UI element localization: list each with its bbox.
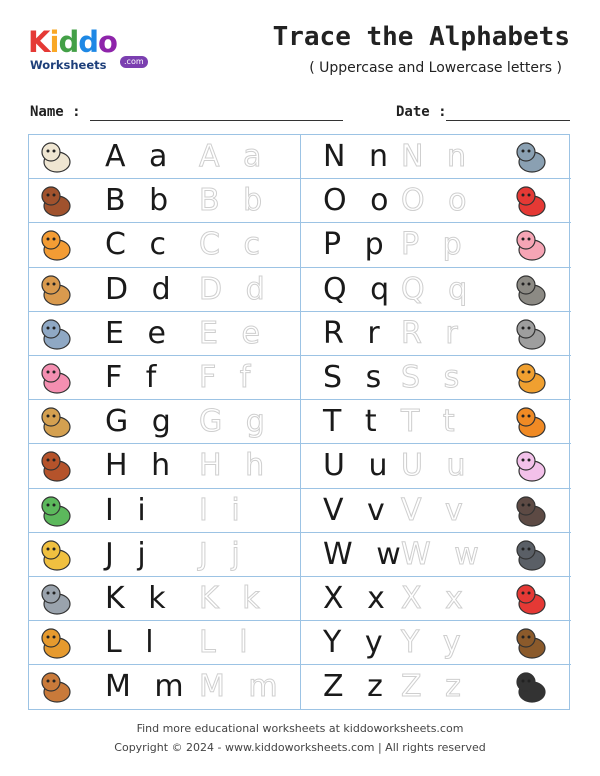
letter-row — [301, 135, 571, 179]
jaguar-icon — [38, 538, 74, 572]
letter-pair: A a — [105, 139, 175, 174]
letter-row — [301, 179, 571, 223]
tracing-letters[interactable]: A a — [199, 139, 269, 174]
tracing-letters[interactable]: D d — [199, 271, 272, 307]
letter-row — [301, 533, 571, 577]
tracing-letters[interactable]: K k — [199, 581, 267, 616]
letter-row — [29, 179, 300, 223]
right-column — [300, 135, 571, 709]
letter-pair: Q q — [323, 271, 397, 307]
letter-row — [301, 577, 571, 621]
tiger-icon — [513, 405, 549, 439]
letter-pair: M m — [105, 669, 191, 705]
date-label: Date : — [396, 104, 447, 120]
tracing-grid — [28, 134, 570, 710]
letter-pair: L l — [105, 625, 161, 661]
letter-pair: O o — [323, 183, 396, 219]
iguana-icon — [38, 494, 74, 528]
footer-copyright: Copyright © 2024 - www.kiddoworksheets.com | All rights reserved — [114, 741, 486, 754]
tracing-letters[interactable]: Q q — [401, 271, 475, 307]
date-field-line — [446, 120, 570, 121]
snail-icon — [513, 361, 549, 395]
logo-wordmark — [28, 26, 117, 58]
letter-row — [301, 621, 571, 665]
tracing-letters[interactable]: P p — [401, 227, 469, 263]
letter-row — [301, 665, 571, 709]
letter-row — [29, 444, 300, 488]
narwhal-icon — [513, 140, 549, 174]
tracing-letters[interactable]: R r — [401, 315, 465, 351]
pig-icon — [513, 228, 549, 262]
hen-icon — [38, 449, 74, 483]
tracing-letters[interactable]: O o — [401, 183, 474, 219]
letter-pair: R r — [323, 315, 387, 351]
letter-pair: D d — [105, 271, 178, 307]
xylophone-icon — [513, 582, 549, 616]
letter-pair: G g — [105, 404, 178, 440]
tracing-letters[interactable]: Y y — [401, 625, 468, 661]
logo-suffix: .com — [120, 56, 148, 68]
letter-row — [29, 312, 300, 356]
cat-icon — [38, 228, 74, 262]
tracing-letters[interactable]: V v — [401, 492, 470, 528]
logo-letter: o — [97, 25, 117, 59]
letter-row — [29, 489, 300, 533]
yak-icon — [513, 626, 549, 660]
letter-row — [301, 223, 571, 267]
letter-row — [301, 268, 571, 312]
letter-row — [29, 621, 300, 665]
letter-pair: N n — [323, 139, 395, 174]
letter-row — [301, 356, 571, 400]
letter-row — [301, 400, 571, 444]
tracing-letters[interactable]: M m — [199, 669, 285, 705]
octopus-icon — [513, 184, 549, 218]
tracing-letters[interactable]: U u — [401, 448, 473, 484]
kiddo-logo — [28, 26, 158, 78]
letter-row — [29, 223, 300, 267]
tracing-letters[interactable]: J j — [199, 536, 247, 572]
letter-row — [29, 400, 300, 444]
vulture-icon — [513, 494, 549, 528]
page-subtitle: ( Uppercase and Lowercase letters ) — [309, 60, 562, 76]
letter-pair: S s — [323, 360, 389, 395]
footer-promo: Find more educational worksheets at kiddoworksheets.com — [136, 722, 464, 735]
tracing-letters[interactable]: C c — [199, 227, 267, 263]
unicorn-icon — [513, 449, 549, 483]
tracing-letters[interactable]: B b — [199, 183, 270, 219]
tracing-letters[interactable]: G g — [199, 404, 272, 440]
letter-pair: W w — [323, 536, 408, 572]
letter-pair: Y y — [323, 625, 390, 661]
flamingo-icon — [38, 361, 74, 395]
logo-letter: i — [49, 25, 59, 59]
tracing-letters[interactable]: L l — [199, 625, 255, 661]
letter-pair: C c — [105, 227, 173, 263]
letter-pair: P p — [323, 227, 391, 263]
letter-row — [29, 135, 300, 179]
gazelle-icon — [38, 405, 74, 439]
tracing-letters[interactable]: T t — [401, 404, 462, 440]
letter-row — [29, 533, 300, 577]
letter-row — [29, 268, 300, 312]
elephant-icon — [38, 317, 74, 351]
page-title: Trace the Alphabets — [272, 22, 570, 52]
monkey-icon — [38, 670, 74, 704]
logo-letter: d — [58, 25, 79, 59]
tracing-letters[interactable]: S s — [401, 360, 467, 395]
letter-row — [301, 444, 571, 488]
bear-icon — [38, 184, 74, 218]
letter-pair: V v — [323, 492, 392, 528]
zebra-icon — [513, 670, 549, 704]
tracing-letters[interactable]: F f — [199, 360, 258, 395]
letter-row — [29, 356, 300, 400]
tracing-letters[interactable]: N n — [401, 139, 473, 174]
letter-pair: J j — [105, 536, 153, 572]
wolf-icon — [513, 538, 549, 572]
letter-pair: E e — [105, 315, 173, 351]
name-field-line — [90, 120, 343, 121]
letter-pair: H h — [105, 448, 178, 484]
tracing-letters[interactable]: H h — [199, 448, 272, 484]
rabbit-icon — [513, 317, 549, 351]
lion-icon — [38, 626, 74, 660]
left-column — [29, 135, 300, 709]
logo-subtitle: Worksheets — [30, 58, 107, 72]
koala-icon — [38, 582, 74, 616]
letter-pair: T t — [323, 404, 384, 440]
letter-pair: B b — [105, 183, 176, 219]
alpaca-icon — [38, 140, 74, 174]
letter-row — [301, 312, 571, 356]
letter-row — [29, 665, 300, 709]
tracing-letters[interactable]: W w — [401, 536, 486, 572]
tracing-letters[interactable]: E e — [199, 315, 267, 351]
tracing-letters[interactable]: Z z — [401, 669, 468, 705]
tracing-letters[interactable]: X x — [401, 581, 470, 616]
letter-pair: F f — [105, 360, 164, 395]
letter-pair: U u — [323, 448, 395, 484]
logo-letter: d — [78, 25, 98, 59]
quail-icon — [513, 273, 549, 307]
name-label: Name : — [30, 104, 81, 120]
letter-pair: X x — [323, 581, 392, 616]
letter-pair: I i — [105, 492, 153, 528]
letter-pair: Z z — [323, 669, 390, 705]
dog-icon — [38, 273, 74, 307]
letter-pair: K k — [105, 581, 173, 616]
letter-row — [29, 577, 300, 621]
letter-row — [301, 489, 571, 533]
logo-letter: K — [28, 25, 50, 59]
tracing-letters[interactable]: I i — [199, 492, 247, 528]
